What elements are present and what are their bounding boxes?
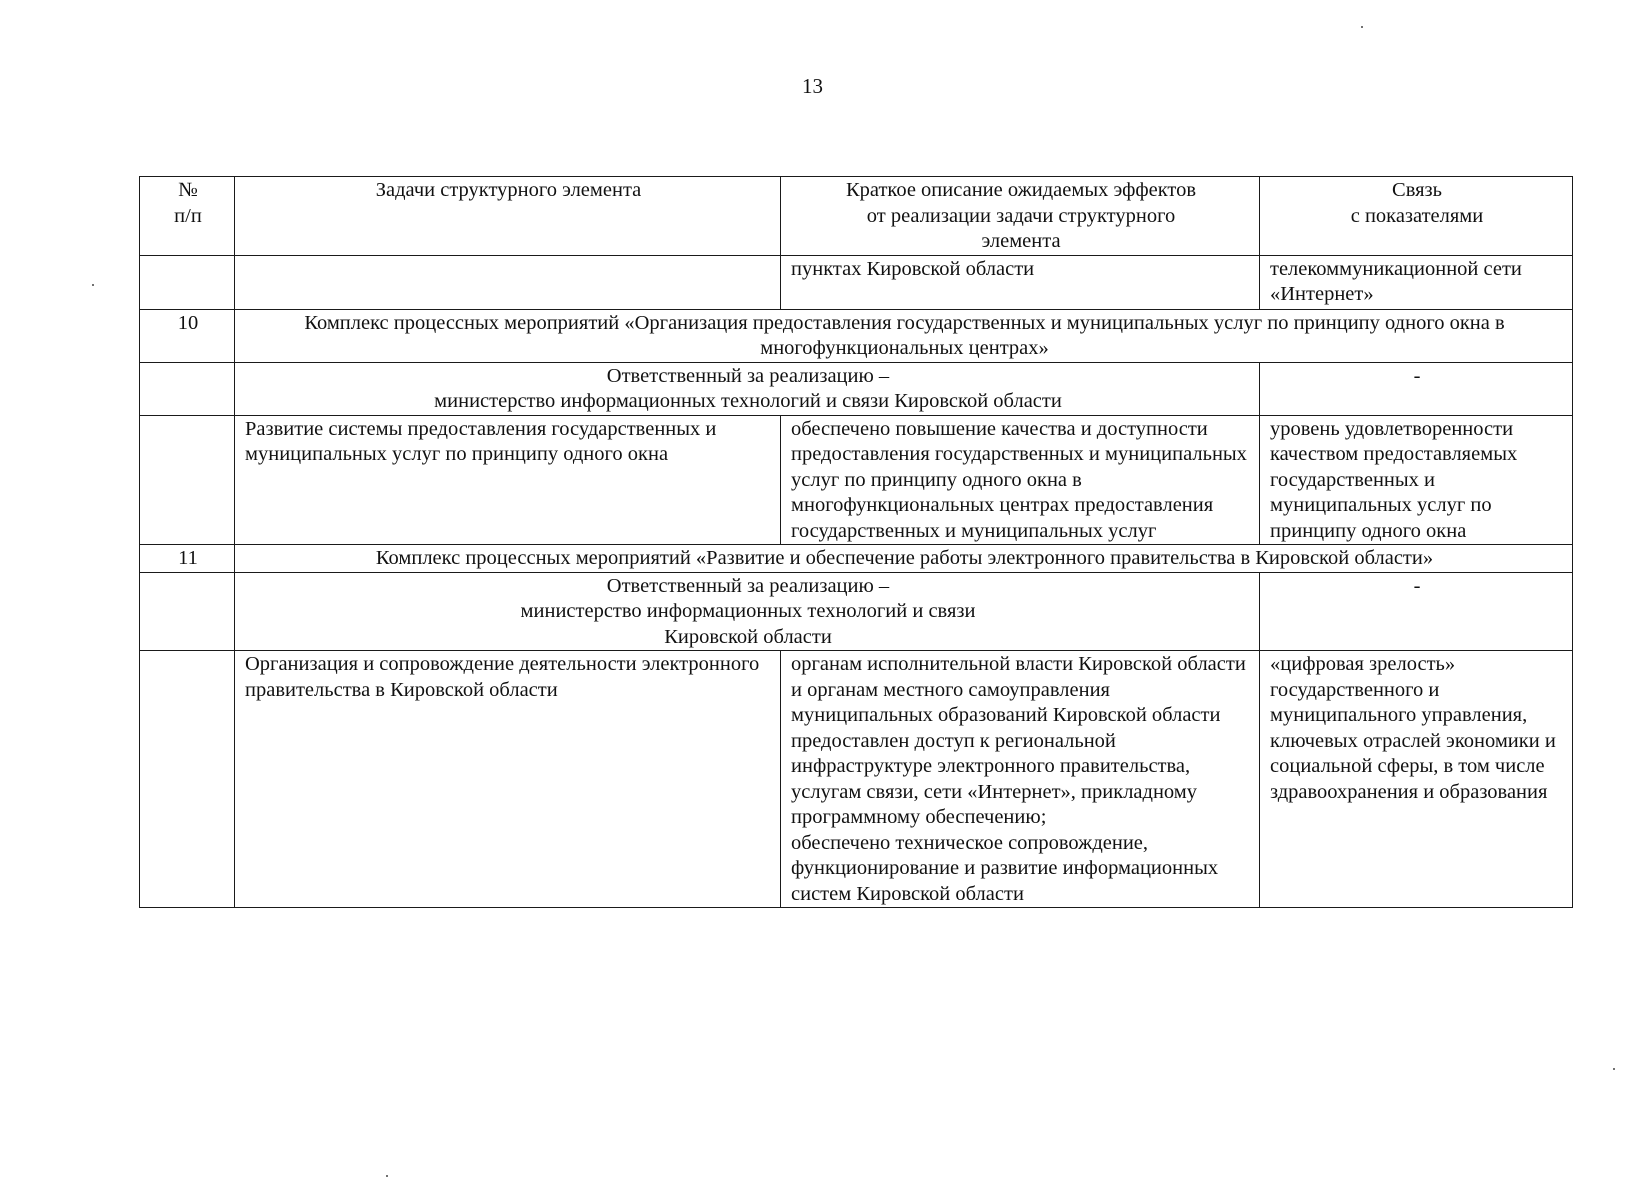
responsible-link: - [1260,572,1573,651]
task-number [140,651,235,908]
page-number: 13 [802,74,823,98]
task-row [140,415,1573,545]
task-link: уровень удовлетворенности качеством предоставляемых государственных и муниципальных услуг по принципу одного окна [1260,415,1573,545]
continuation-effects: пунктах Кировской области [781,255,1260,309]
header-link: Связь с показателями [1260,177,1573,256]
continuation-row [140,255,1573,309]
continuation-number [140,255,235,309]
table-header-row [140,177,1573,256]
header-tasks: Задачи структурного элемента [235,177,781,256]
task-text: Развитие системы предоставления государственных и муниципальных услуг по принципу одного окна [235,415,781,545]
scan-speck [386,1175,388,1177]
responsible-row [140,362,1573,415]
task-row [140,651,1573,908]
header-number: № п/п [140,177,235,256]
responsible-link: - [1260,362,1573,415]
responsible-number [140,362,235,415]
responsible-number [140,572,235,651]
section-title: Комплекс процессных мероприятий «Развитие и обеспечение работы электронного правительства в Кировской области» [235,545,1573,573]
responsible-text: Ответственный за реализацию – министерство информационных технологий и связи Кировской области [235,572,1260,651]
task-effects: органам исполнительной власти Кировской области и органам местного самоуправления муниципальных образований Кировской области предоставлен доступ к региональной инфраструктуре электронного правительства, услугам связи, сети «Интернет», прикладному программному обеспечению; обеспечено техническое сопровождение, функционирование и развитие информационных систем Кировской области [781,651,1260,908]
scan-speck [1361,26,1363,28]
task-effects: обеспечено повышение качества и доступности предоставления государственных и муниципальных услуг по принципу одного окна в многофункциональных центрах предоставления государственных и муниципальных услуг [781,415,1260,545]
responsible-row [140,572,1573,651]
structural-element-table [139,176,1573,908]
scan-speck [1613,1068,1615,1070]
section-title-row [140,309,1573,362]
header-effects: Краткое описание ожидаемых эффектов от реализации задачи структурного элемента [781,177,1260,256]
scan-speck [92,284,94,286]
task-link: «цифровая зрелость» государственного и муниципального управления, ключевых отраслей экономики и социальной сферы, в том числе здравоохранения и образования [1260,651,1573,908]
task-number [140,415,235,545]
responsible-text: Ответственный за реализацию – министерство информационных технологий и связи Кировской области [235,362,1260,415]
task-text: Организация и сопровождение деятельности электронного правительства в Кировской области [235,651,781,908]
section-title-row [140,545,1573,573]
continuation-task [235,255,781,309]
section-number: 10 [140,309,235,362]
section-number: 11 [140,545,235,573]
section-title: Комплекс процессных мероприятий «Организация предоставления государственных и муниципальных услуг по принципу одного окна в многофункциональных центрах» [235,309,1573,362]
continuation-link: телекоммуникационной сети «Интернет» [1260,255,1573,309]
